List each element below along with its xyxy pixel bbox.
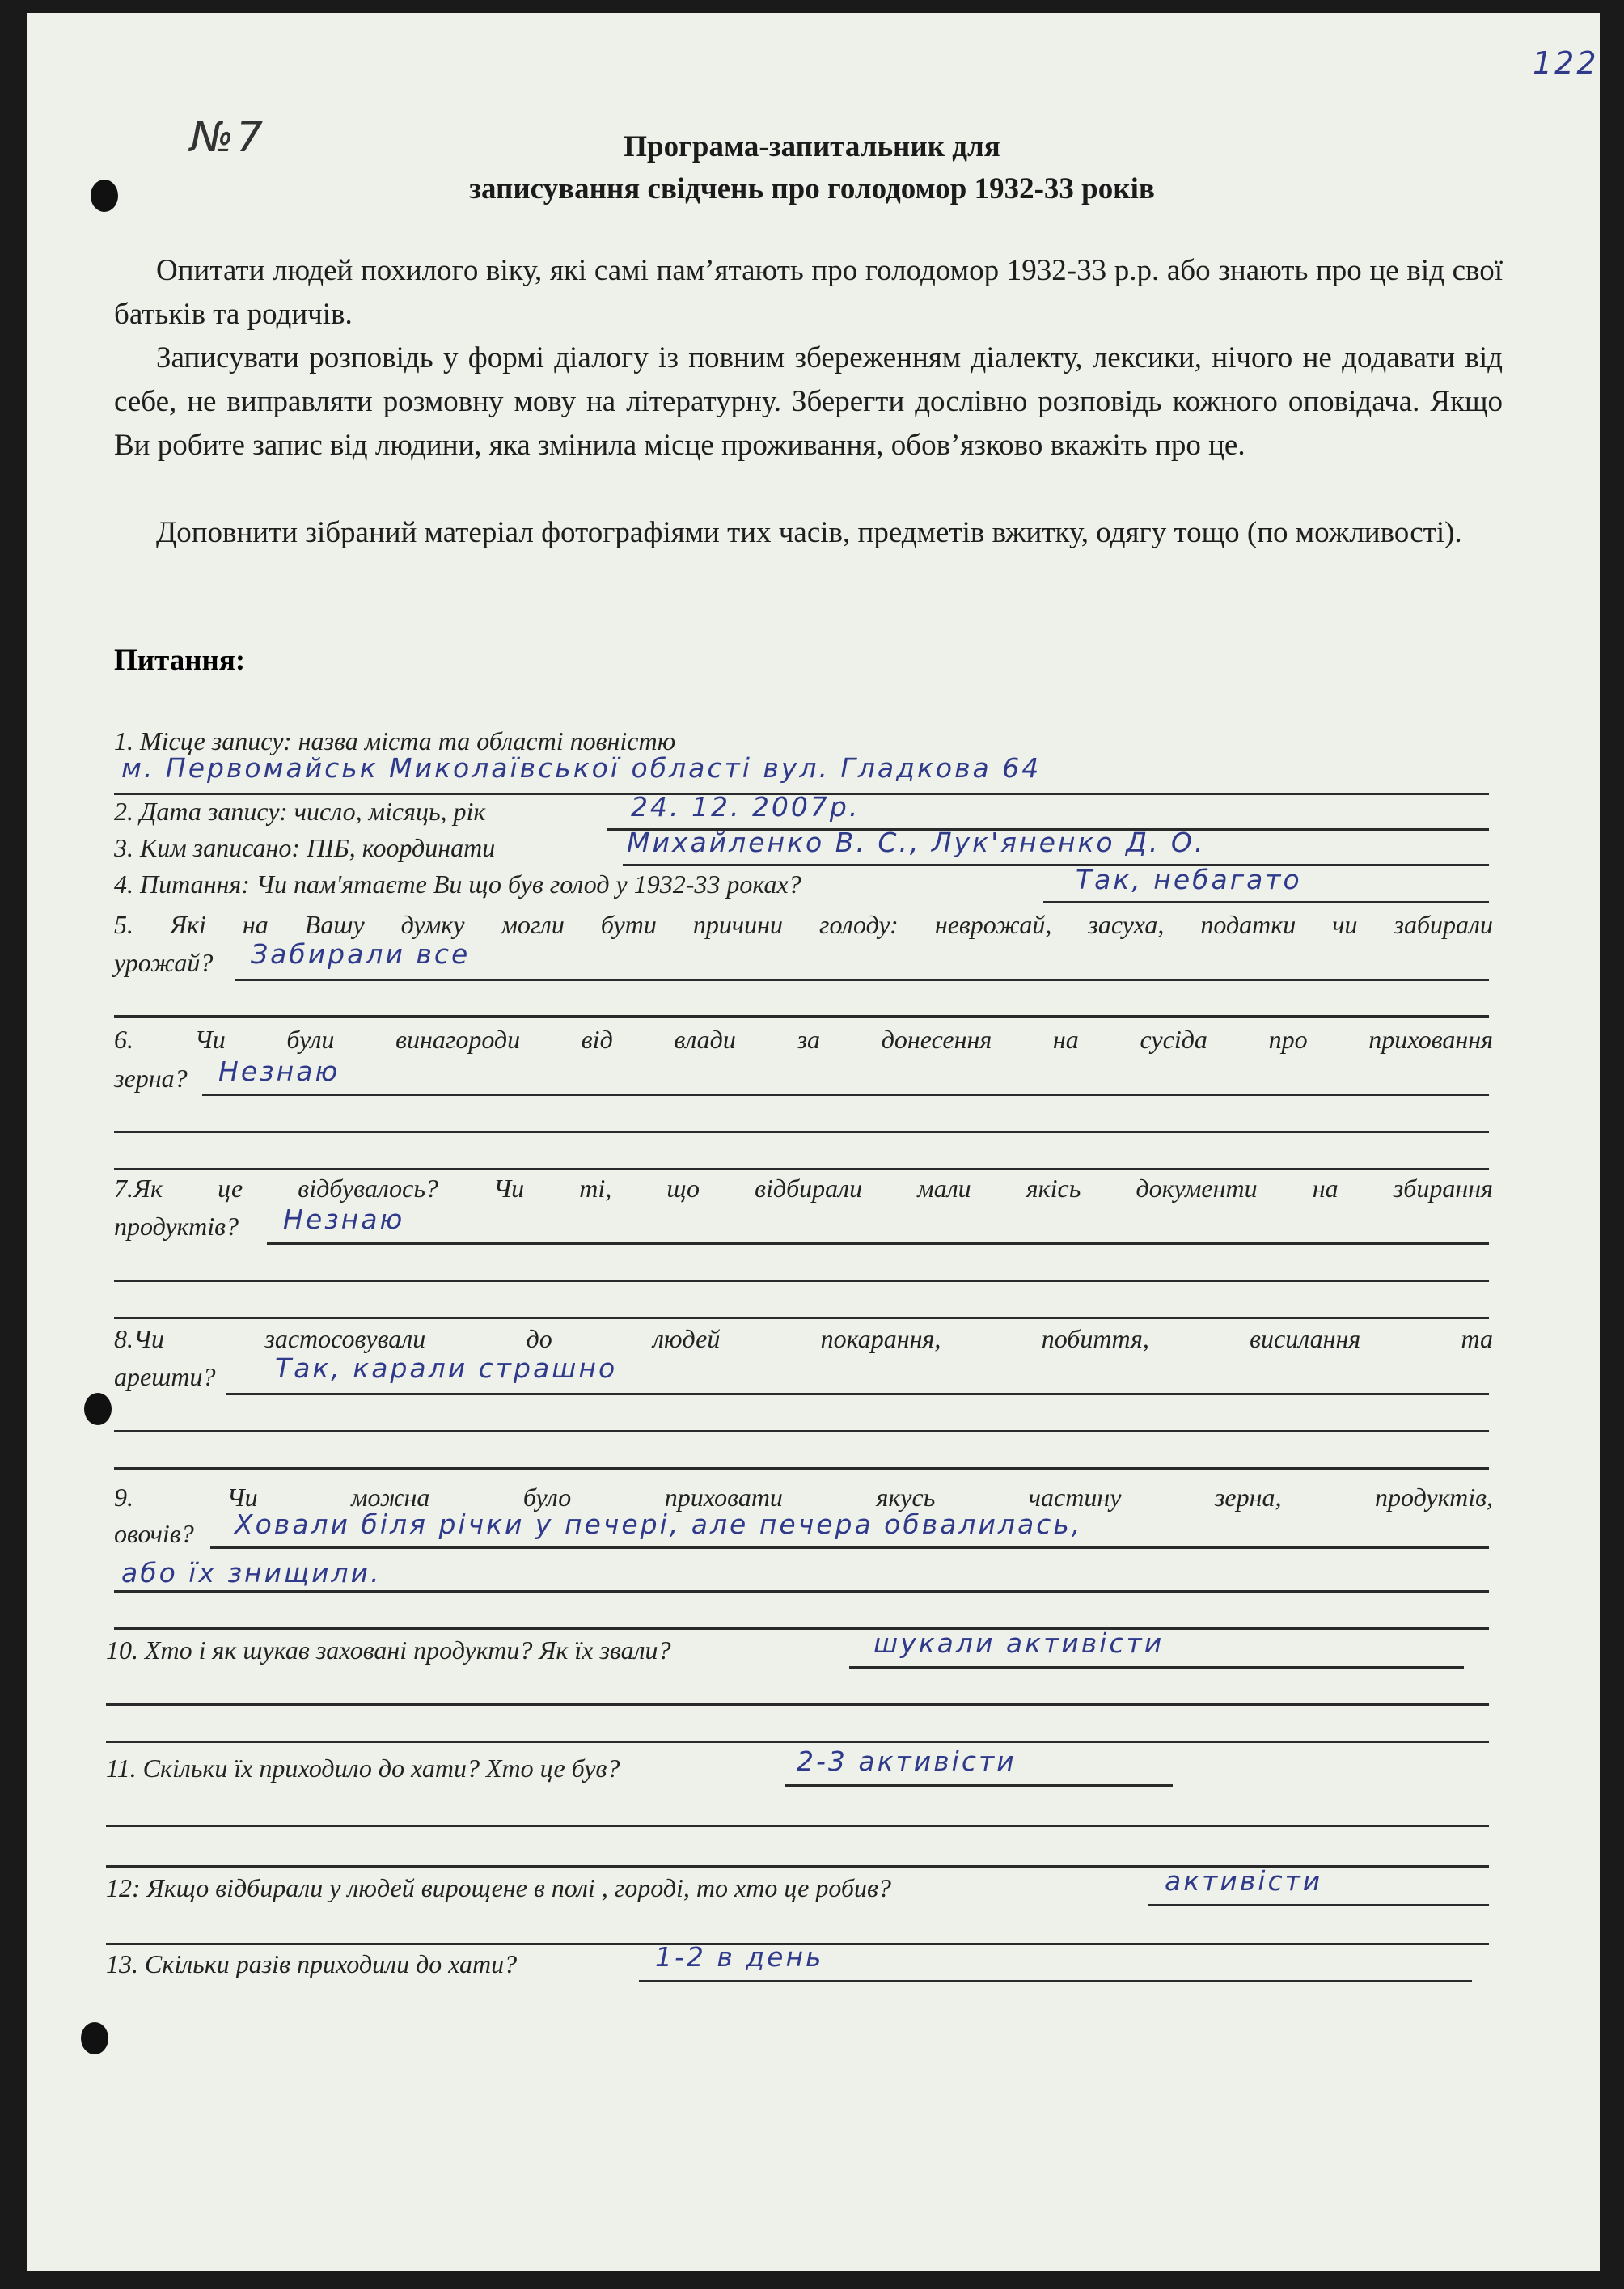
answer-9: Ховали біля річки у печері, але печера обвалилась, <box>235 1508 1083 1540</box>
intro-paragraph-3: Доповнити зібраний матеріал фотографіями тих часів, предметів вжитку, одягу тощо (по можливості). <box>156 516 1462 549</box>
question-4: 4. Питання: Чи пам'ятаєте Ви що був голод у 1932-33 роках? <box>114 869 801 899</box>
title-line-2: записування свідчень про голодомор 1932-33 років <box>469 172 1155 205</box>
question-6-text: 6. Чи були винагороди від влади за донесення на сусіда про приховання <box>114 1025 1493 1054</box>
question-2: 2. Дата запису: число, місяць, рік <box>114 797 486 826</box>
intro-paragraph-2: Записувати розповідь у формі діалогу із повним збереженням діалекту, лексики, нічого не додавати від себе, не виправляти розмовну мову на літературну. Зберегти дослівно розповідь кожного оповідача. Якщо Ви робите запис від людини, яка змінила місце проживання, обов’язково вкажіть про це. <box>114 341 1503 462</box>
question-6 <box>114 1024 1493 1055</box>
answer-11: 2-3 активісти <box>797 1745 1017 1777</box>
question-8-text: 8.Чи застосовували до людей покарання, побиття, висилання та <box>114 1324 1493 1353</box>
answer-7: Незнаю <box>283 1204 405 1235</box>
question-11: 11. Скільки їх приходило до хати? Хто це був? <box>106 1754 620 1783</box>
title-line-1: Програма-запитальник для <box>624 130 1000 163</box>
question-13: 13. Скільки разів приходили до хати? <box>106 1949 518 1978</box>
answer-2: 24. 12. 2007р. <box>631 791 861 823</box>
answer-5: Забирали все <box>251 938 471 970</box>
questions-heading: Питання: <box>114 644 246 677</box>
answer-12: активісти <box>1165 1865 1323 1897</box>
answer-3: Михайленко В. С., Лук'яненко Д. О. <box>627 827 1206 858</box>
answer-6: Незнаю <box>218 1056 340 1087</box>
answer-1: м. Первомайськ Миколаївської області вул. Гладкова 64 <box>121 752 1042 784</box>
question-7-cont: продуктів? <box>114 1212 239 1241</box>
question-8 <box>114 1323 1493 1354</box>
answer-10: шукали активісти <box>873 1627 1165 1659</box>
question-7-text: 7.Як це відбувалось? Чи ті, що відбирали мали якісь документи на збирання <box>114 1174 1493 1203</box>
question-1: 1. Місце запису: назва міста та області повністю <box>114 726 676 755</box>
question-9-cont: овочів? <box>114 1519 194 1548</box>
answer-9-cont: або їх знищили. <box>121 1557 382 1589</box>
question-5-text: 5. Які на Вашу думку могли бути причини голоду: неврожай, засуха, податки чи забирали <box>114 910 1493 939</box>
question-8-cont: арешти? <box>114 1362 216 1391</box>
intro-paragraph-1: Опитати людей похилого віку, які самі пам’ятають про голодомор 1932-33 р.р. або знають про це від свої батьків та родичів. <box>114 254 1503 331</box>
punch-hole <box>81 2022 108 2054</box>
document-mark: №7 <box>190 113 266 162</box>
punch-hole <box>84 1393 112 1425</box>
question-9-text: 9. Чи можна було приховати якусь частину зерна, продуктів, <box>114 1483 1493 1512</box>
answer-13: 1-2 в день <box>655 1941 824 1973</box>
answer-4: Так, небагато <box>1076 864 1302 895</box>
question-12: 12: Якщо відбирали у людей вирощене в полі , городі, то хто це робив? <box>106 1873 891 1902</box>
answer-8: Так, карали страшно <box>275 1352 618 1384</box>
question-5 <box>114 909 1493 940</box>
question-10: 10. Хто і як шукав заховані продукти? Як їх звали? <box>106 1635 671 1665</box>
page-number: 122 <box>1533 45 1599 81</box>
question-3: 3. Ким записано: ПІБ, координати <box>114 833 496 862</box>
question-5-cont: урожай? <box>114 948 214 977</box>
question-6-cont: зерна? <box>114 1064 188 1093</box>
question-7 <box>114 1173 1493 1204</box>
